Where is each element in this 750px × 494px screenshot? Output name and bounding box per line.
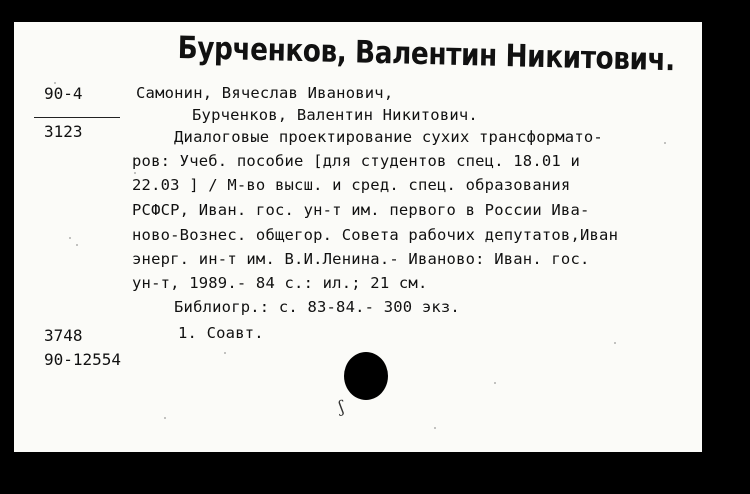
entry-line-imprint: ун-т, 1989.- 84 с.: ил.; 21 см. — [132, 274, 428, 292]
entry-line-title: Диалоговые проектирование сухих трансформато- — [174, 128, 603, 146]
entry-line-description: ново-Вознес. общегор. Совета рабочих депутатов,Иван — [132, 226, 619, 244]
card-punch-hole — [344, 352, 388, 400]
handwritten-heading: Бурченков, Валентин Никитович. — [177, 30, 676, 79]
call-number-top: 90-4 — [44, 84, 83, 103]
catalog-card — [14, 22, 702, 452]
inventory-number: 3748 — [44, 326, 83, 345]
entry-line-description: энерг. ин-т им. В.И.Ленина.- Иваново: Иван. гос. — [132, 250, 590, 268]
entry-line-description: 22.03 ] / М-во высш. и сред. спец. образования — [132, 176, 571, 194]
entry-line-description: ров: Учеб. пособие [для студентов спец. 18.01 и — [132, 152, 580, 170]
call-number-divider — [34, 117, 120, 118]
paper-speck — [664, 142, 666, 144]
paper-speck — [134, 172, 136, 174]
paper-speck — [224, 352, 226, 354]
call-number-bottom: 3123 — [44, 122, 83, 141]
paper-speck — [494, 382, 496, 384]
paper-speck — [76, 244, 78, 246]
entry-line-bibliography: Библиогр.: с. 83-84.- 300 экз. — [174, 298, 460, 316]
paper-speck — [434, 427, 436, 429]
entry-line-description: РСФСР, Иван. гос. ун-т им. первого в России Ива- — [132, 201, 590, 219]
entry-line-author: Самонин, Вячеслав Иванович, — [136, 84, 394, 102]
hole-shadow-mark: ʃ — [337, 396, 346, 417]
entry-line-tracing: 1. Соавт. — [178, 324, 264, 342]
entry-line-coauthor: Бурченков, Валентин Никитович. — [192, 106, 478, 124]
paper-speck — [69, 237, 71, 239]
registration-number: 90-12554 — [44, 350, 122, 369]
paper-speck — [164, 417, 166, 419]
paper-speck — [614, 342, 616, 344]
